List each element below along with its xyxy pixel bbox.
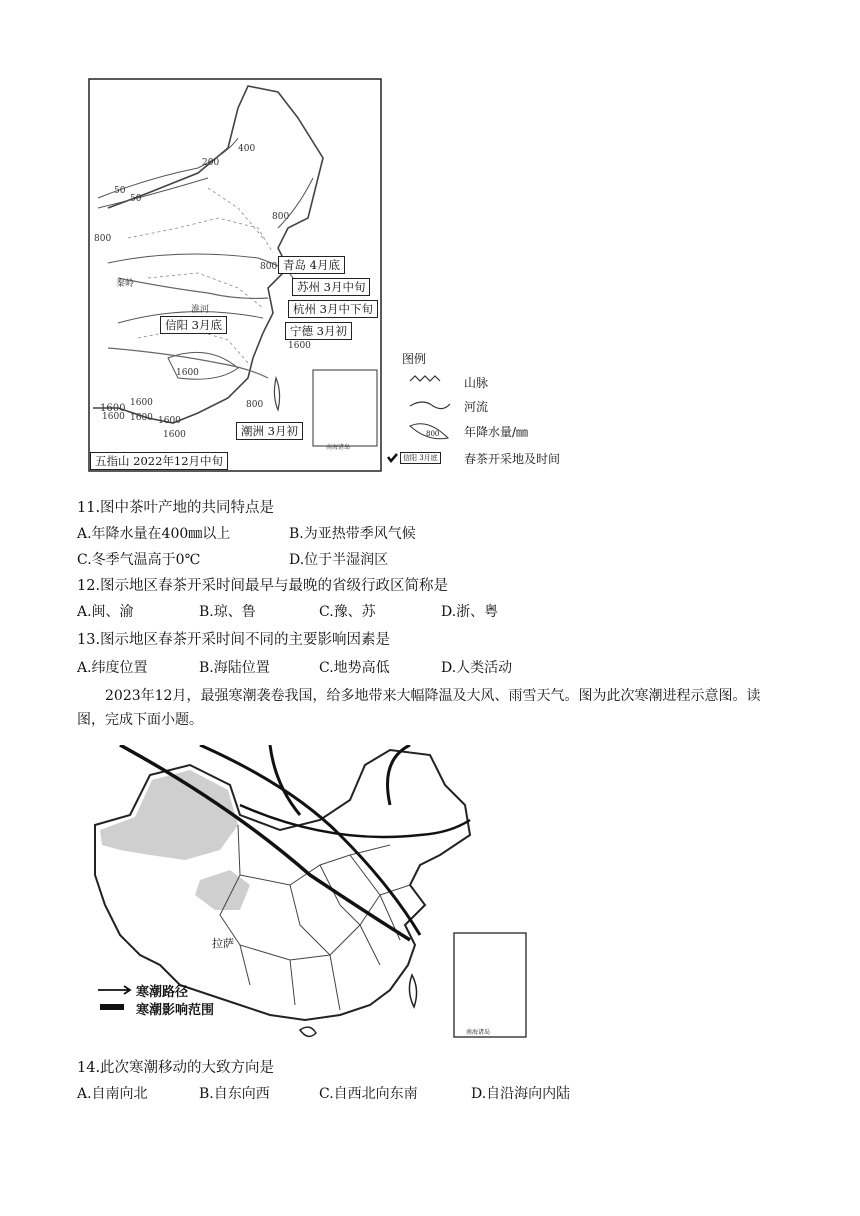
option-14-b: B.自东向西 [199, 1086, 270, 1102]
isoline-value: 1600 [102, 412, 125, 422]
isoline-value: 1600 [130, 398, 153, 408]
isoline-value: 200 [202, 158, 220, 168]
option-12-c: C.豫、苏 [319, 604, 376, 620]
map-legend [402, 350, 426, 367]
river-icon [410, 402, 450, 409]
option-14-a: A.自南向北 [77, 1086, 148, 1102]
tea-site-ningde: 宁德 3月初 [285, 322, 352, 340]
legend-sample: 800 [426, 430, 440, 438]
isoline-value: 800 [260, 262, 278, 272]
isoline-value: 1600 [288, 341, 311, 351]
tea-site-suzhou: 苏州 3月中旬 [292, 278, 370, 296]
isoline-value: 1600 [158, 416, 181, 426]
question-14-stem: 14.此次寒潮移动的大致方向是 [77, 1060, 275, 1076]
option-11-b: B.为亚热带季风气候 [289, 526, 416, 542]
tea-marker-icon [388, 454, 397, 461]
tea-map-drawing [88, 78, 568, 474]
option-14-c: C.自西北向东南 [319, 1086, 418, 1102]
arrow-icon [98, 986, 130, 994]
tea-map-figure [88, 78, 568, 474]
option-13-b: B.海陆位置 [199, 660, 270, 676]
option-13-c: C.地势高低 [319, 660, 390, 676]
option-11-c: C.冬季气温高于0℃ [77, 552, 201, 568]
legend-label: 寒潮影响范围 [136, 1003, 215, 1018]
option-12-d: D.浙、粤 [441, 604, 499, 620]
legend-label: 寒潮路径 [136, 985, 189, 1000]
isoline-value: 1600 [176, 368, 199, 378]
isoline-value: 1600 [130, 413, 153, 423]
option-13-a: A.纬度位置 [77, 660, 148, 676]
isoline-value: 50 [114, 186, 126, 196]
question-11-stem: 11.图中茶叶产地的共同特点是 [77, 500, 275, 516]
legend-title: 图例 [402, 352, 427, 366]
option-12-a: A.闽、渝 [77, 604, 134, 620]
intro-paragraph: 2023年12月，最强寒潮袭卷我国，给多地带来大幅降温及大风、雨雪天气。图为此次寒潮进程示意图。读图，完成下面小题。 [77, 688, 761, 728]
tea-site-qingdao: 青岛 4月底 [278, 256, 345, 274]
tea-site-chaozhou: 潮洲 3月初 [236, 422, 303, 440]
isoline-value: 400 [238, 144, 256, 154]
mountain-icon [410, 376, 440, 381]
isoline-value: 1600 [163, 430, 186, 440]
cold-wave-map-figure [90, 745, 530, 1050]
isoline-value: 800 [272, 212, 290, 222]
option-13-d: D.人类活动 [441, 660, 513, 676]
tea-site-xinyang: 信阳 3月底 [160, 316, 227, 334]
lhasa-label: 拉萨 [212, 937, 234, 950]
question-13-stem: 13.图示地区春茶开采时间不同的主要影响因素是 [77, 632, 391, 648]
tea-site-hangzhou: 杭州 3月中下旬 [288, 300, 378, 318]
band-icon [100, 1004, 124, 1010]
tea-site-wuzhishan: 五指山 2022年12月中旬 [90, 452, 228, 470]
inset-label: 南海诸岛 [326, 444, 351, 451]
legend-sample: 信阳 3月底 [400, 452, 441, 464]
legend-label: 年降水量/㎜ [464, 425, 529, 439]
question-12-stem: 12.图示地区春茶开采时间最早与最晚的省级行政区简称是 [77, 578, 449, 594]
huaihe-label: 淮河 [191, 305, 210, 315]
option-11-d: D.位于半湿润区 [289, 552, 389, 568]
legend-label: 山脉 [464, 376, 489, 390]
legend-label: 春茶开采地及时间 [464, 452, 561, 466]
isoline-value: 800 [246, 400, 264, 410]
option-14-d: D.自沿海向内陆 [471, 1086, 571, 1102]
option-11-a: A.年降水量在400㎜以上 [77, 526, 231, 542]
isoline-value: 50 [130, 194, 142, 204]
inset-label: 南海诸岛 [466, 1029, 491, 1036]
qinling-label: 秦岭 [116, 279, 135, 289]
isoline-value: 800 [94, 234, 112, 244]
isoline-value: 1600 [100, 403, 126, 414]
option-12-b: B.琼、鲁 [199, 604, 256, 620]
legend-label: 河流 [464, 400, 489, 414]
